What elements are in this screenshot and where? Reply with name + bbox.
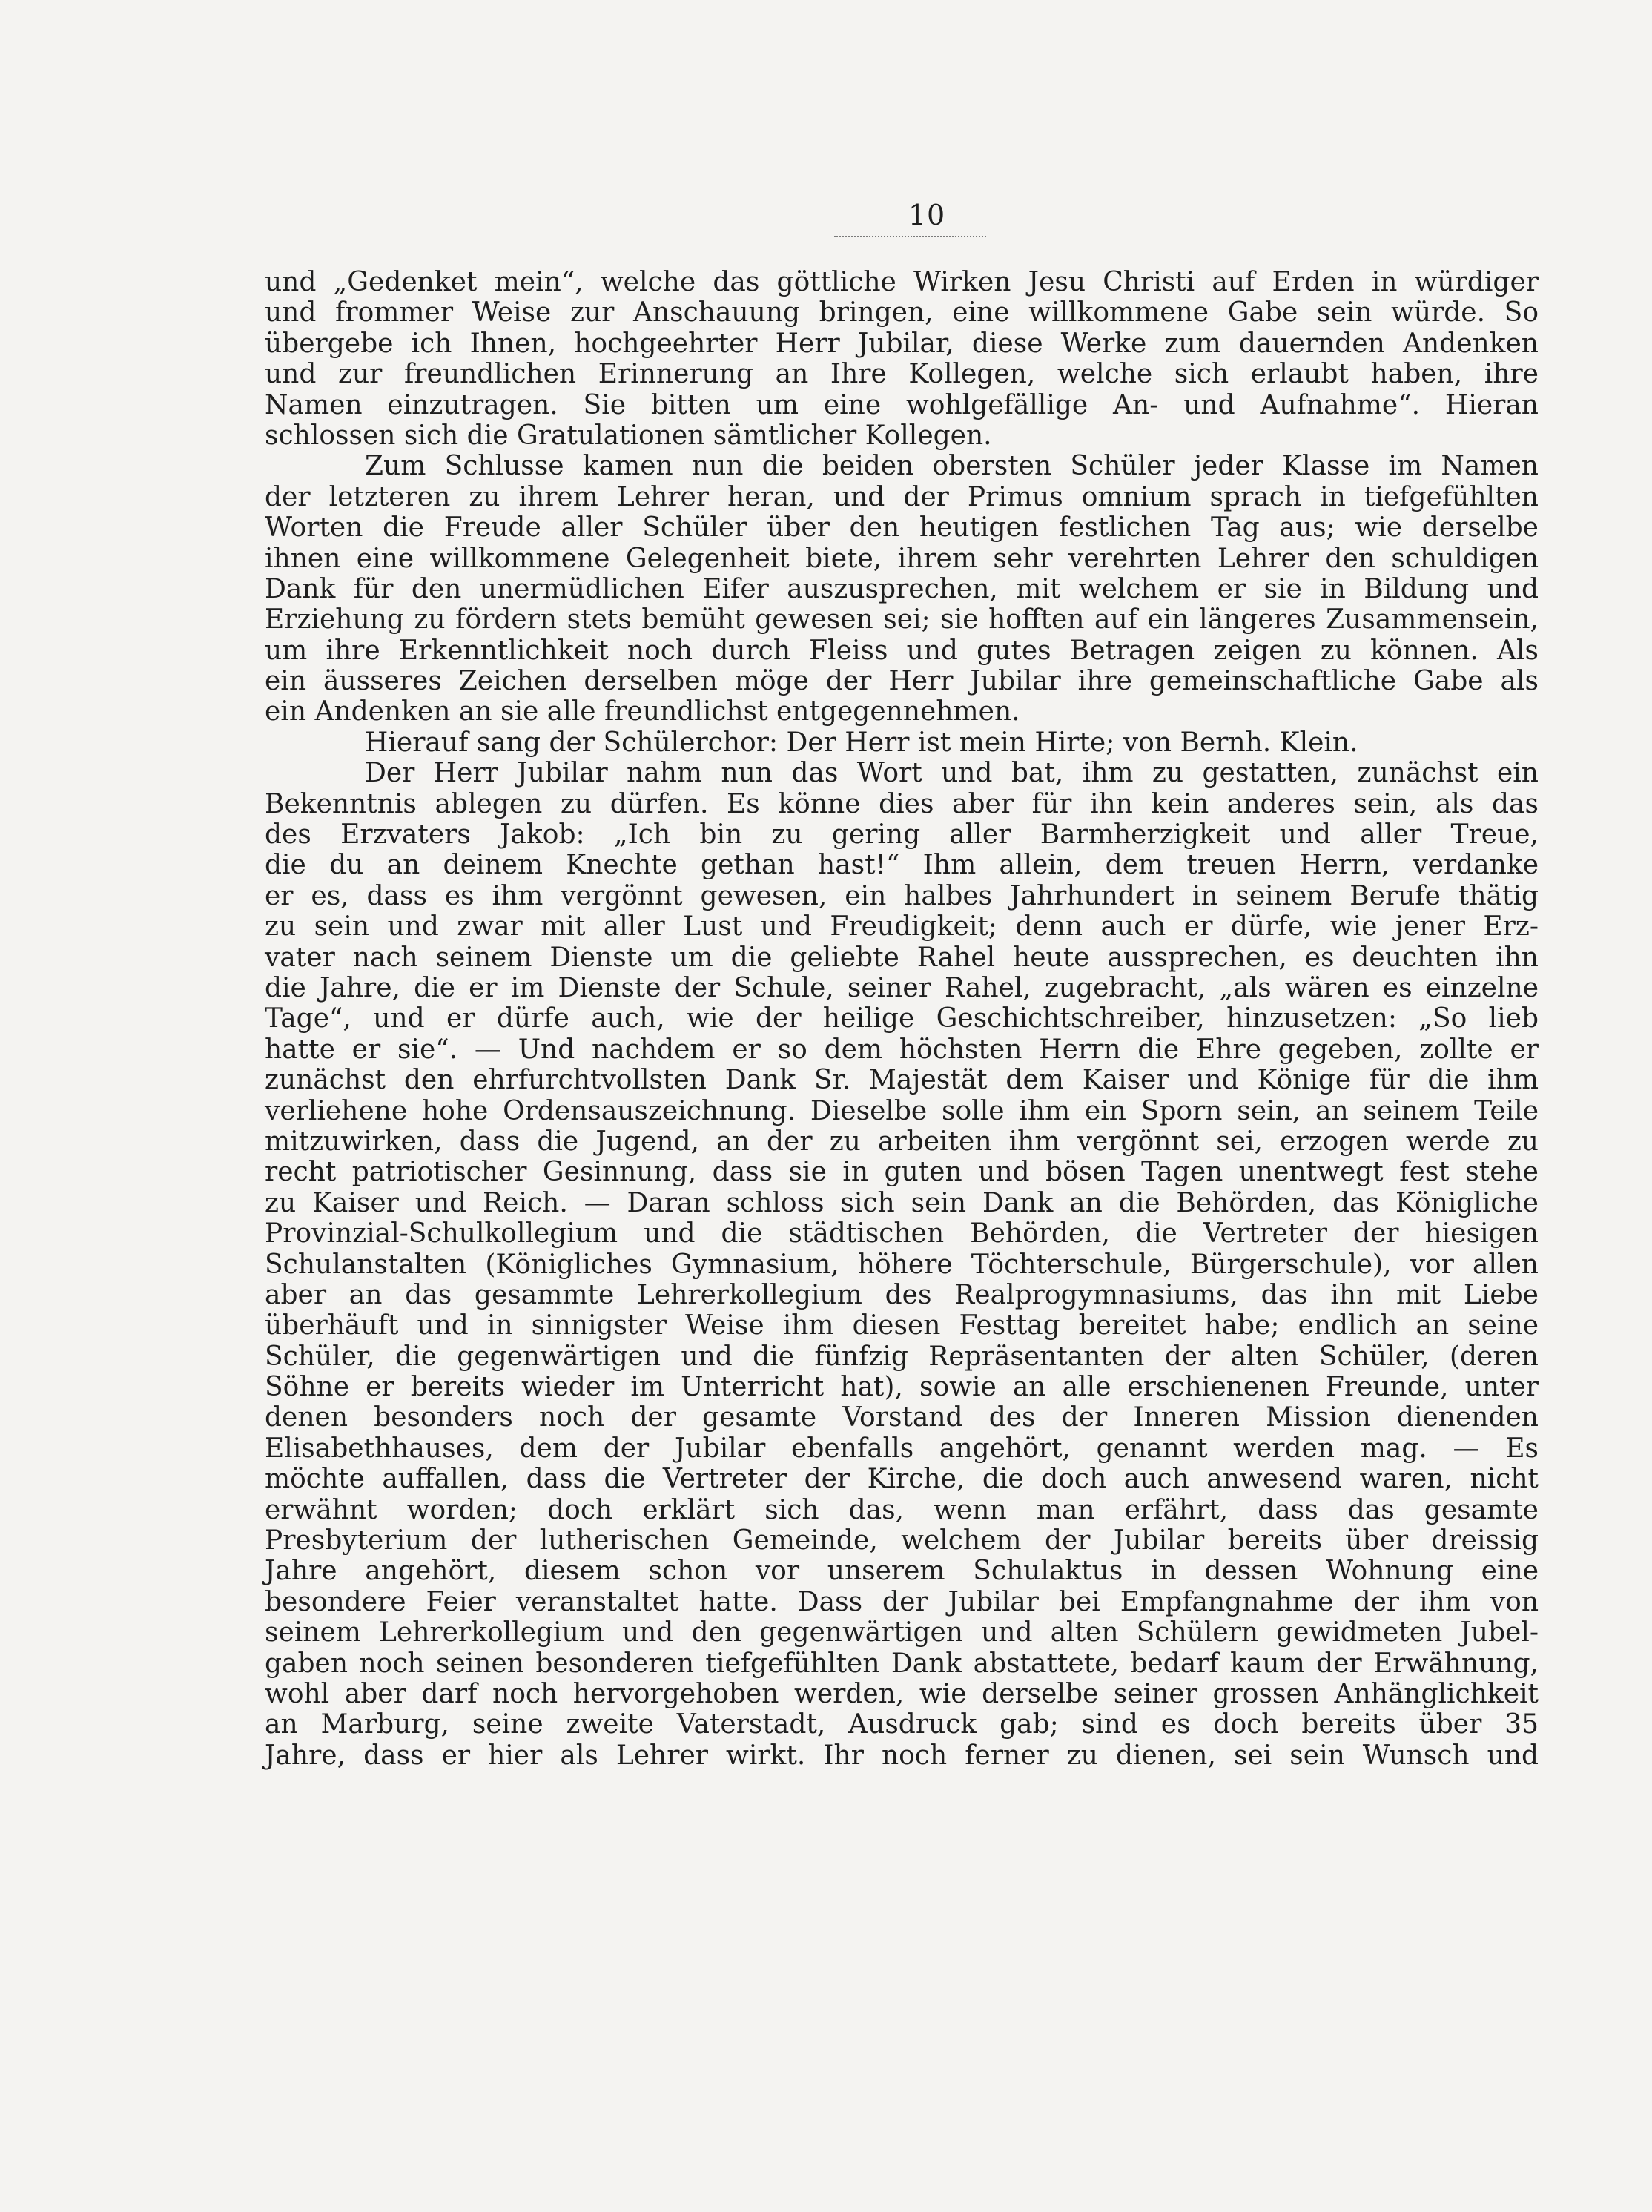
text-line: recht patriotischer Gesinnung, dass sie in guten und bösen Tagen unentwegt fest stehe <box>265 1157 1539 1188</box>
text-line: übergebe ich Ihnen, hochgeehrter Herr Jubilar, diese Werke zum dauernden Andenken <box>265 328 1539 359</box>
text-line: Namen einzutragen. Sie bitten um eine wohlgefällige An- und Aufnahme“. Hieran <box>265 389 1539 420</box>
text-line: Presbyterium der lutherischen Gemeinde, welchem der Jubilar bereits über dreissig <box>265 1525 1539 1556</box>
page-number: 10 <box>908 199 946 231</box>
text-line: ein Andenken an sie alle freundlichst entgegennehmen. <box>265 696 1020 727</box>
text-line: und „Gedenket mein“, welche das göttliche Wirken Jesu Christi auf Erden in würdiger <box>265 267 1539 297</box>
text-line: vater nach seinem Dienste um die geliebte Rahel heute aussprechen, es deuchten ihn <box>265 942 1539 973</box>
text-line: Provinzial-Schulkollegium und die städtischen Behörden, die Vertreter der hiesigen <box>265 1218 1539 1249</box>
text-line: Elisabethhauses, dem der Jubilar ebenfalls angehört, genannt werden mag. — Es <box>265 1433 1539 1464</box>
text-line: möchte auffallen, dass die Vertreter der Kirche, die doch auch anwesend waren, nicht <box>265 1464 1539 1495</box>
text-line: Zum Schlusse kamen nun die beiden obersten Schüler jeder Klasse im Namen <box>365 451 1539 482</box>
text-line: Jahre angehört, diesem schon vor unserem Schulaktus in dessen Wohnung eine <box>265 1556 1539 1587</box>
text-line: verliehene hohe Ordensauszeichnung. Dieselbe solle ihm ein Sporn sein, an seinem Teile <box>265 1095 1539 1126</box>
text-line: Worten die Freude aller Schüler über den heutigen festlichen Tag aus; wie derselbe <box>265 512 1539 544</box>
text-line: der letzteren zu ihrem Lehrer heran, und der Primus omnium sprach in tiefgefühlten <box>265 481 1539 512</box>
text-line: aber an das gesammte Lehrerkollegium des Realprogymnasiums, das ihn mit Liebe <box>265 1279 1539 1310</box>
text-line: denen besonders noch der gesamte Vorstand des der Inneren Mission dienenden <box>265 1402 1539 1433</box>
text-line: und zur freundlichen Erinnerung an Ihre Kollegen, welche sich erlaubt haben, ihre <box>265 359 1539 390</box>
text-line: Schulanstalten (Königliches Gymnasium, höhere Töchterschule, Bürgerschule), vor allen <box>265 1249 1539 1280</box>
text-line: er es, dass es ihm vergönnt gewesen, ein halbes Jahrhundert in seinem Berufe thätig <box>265 880 1539 911</box>
text-line: gaben noch seinen besonderen tiefgefühlten Dank abstattete, bedarf kaum der Erwähnung, <box>265 1648 1539 1679</box>
text-line: mitzuwirken, dass die Jugend, an der zu arbeiten ihm vergönnt sei, erzogen werde zu <box>265 1126 1539 1157</box>
text-line: hatte er sie“. — Und nachdem er so dem höchsten Herrn die Ehre gegeben, zollte er <box>265 1034 1539 1065</box>
text-line: Erziehung zu fördern stets bemüht gewesen sei; sie hofften auf ein längeres Zusammensein, <box>265 604 1539 635</box>
text-line: die du an deinem Knechte gethan hast!“ Ihm allein, dem treuen Herrn, verdanke <box>265 850 1539 881</box>
text-line: des Erzvaters Jakob: „Ich bin zu gering aller Barmherzigkeit und aller Treue, <box>265 819 1539 851</box>
text-line: zu sein und zwar mit aller Lust und Freudigkeit; denn auch er dürfe, wie jener Erz- <box>265 911 1539 942</box>
text-line: schlossen sich die Gratulationen sämtlicher Kollegen. <box>265 420 992 451</box>
text-line: Der Herr Jubilar nahm nun das Wort und bat, ihm zu gestatten, zunächst ein <box>365 758 1539 789</box>
text-line: Tage“, und er dürfe auch, wie der heilige Geschichtschreiber, hinzusetzen: „So lieb <box>265 1003 1539 1034</box>
text-line: überhäuft und in sinnigster Weise ihm diesen Festtag bereitet habe; endlich an seine <box>265 1310 1539 1341</box>
text-line: Jahre, dass er hier als Lehrer wirkt. Ihr noch ferner zu dienen, sei sein Wunsch und <box>265 1740 1539 1771</box>
text-line: die Jahre, die er im Dienste der Schule, seiner Rahel, zugebracht, „als wären es einzelne <box>265 972 1539 1003</box>
text-line: ihnen eine willkommene Gelegenheit biete, ihrem sehr verehrten Lehrer den schuldigen <box>265 543 1539 574</box>
text-line: an Marburg, seine zweite Vaterstadt, Ausdruck gab; sind es doch bereits über 35 <box>265 1709 1539 1740</box>
text-line: Schüler, die gegenwärtigen und die fünfzig Repräsentanten der alten Schüler, (deren <box>265 1341 1539 1372</box>
text-line: um ihre Erkenntlichkeit noch durch Fleiss und gutes Betragen zeigen zu können. Als <box>265 635 1539 666</box>
text-line: seinem Lehrerkollegium und den gegenwärtigen und alten Schülern gewidmeten Jubel- <box>265 1617 1539 1648</box>
text-line: Dank für den unermüdlichen Eifer auszusprechen, mit welchem er sie in Bildung und <box>265 573 1539 604</box>
text-line: besondere Feier veranstaltet hatte. Dass der Jubilar bei Empfangnahme der ihm von <box>265 1586 1539 1617</box>
text-line: erwähnt worden; doch erklärt sich das, wenn man erfährt, dass das gesamte <box>265 1494 1539 1525</box>
text-line: Hierauf sang der Schülerchor: Der Herr ist mein Hirte; von Bernh. Klein. <box>365 727 1358 758</box>
text-line: wohl aber darf noch hervorgehoben werden, wie derselbe seiner grossen Anhänglichkeit <box>265 1678 1539 1709</box>
text-line: ein äusseres Zeichen derselben möge der Herr Jubilar ihre gemeinschaftliche Gabe als <box>265 666 1539 697</box>
text-line: Bekenntnis ablegen zu dürfen. Es könne dies aber für ihn kein anderes sein, als das <box>265 788 1539 819</box>
text-line: Söhne er bereits wieder im Unterricht hat), sowie an alle erschienenen Freunde, unter <box>265 1372 1539 1403</box>
body-text <box>265 267 1539 1771</box>
text-line: und frommer Weise zur Anschauung bringen, eine willkommene Gabe sein würde. So <box>265 297 1539 329</box>
header-rule <box>834 236 986 237</box>
text-line: zu Kaiser und Reich. — Daran schloss sich sein Dank an die Behörden, das Königliche <box>265 1187 1539 1218</box>
text-line: zunächst den ehrfurchtvollsten Dank Sr. Majestät dem Kaiser und Könige für die ihm <box>265 1065 1539 1096</box>
